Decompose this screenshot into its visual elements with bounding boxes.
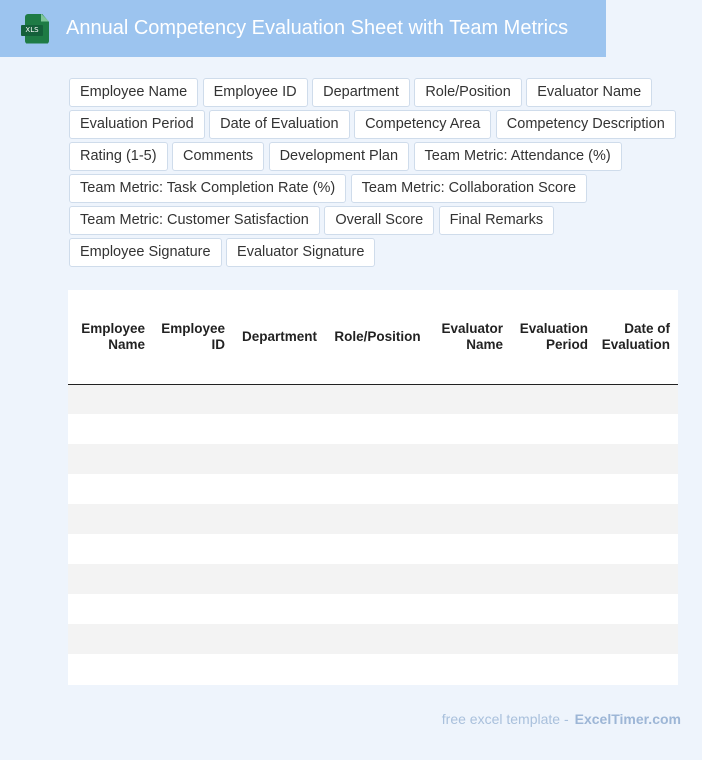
table-cell[interactable] xyxy=(330,504,429,534)
table-cell[interactable] xyxy=(68,624,153,654)
table-row xyxy=(68,654,678,684)
table-cell[interactable] xyxy=(511,594,596,624)
field-tag-evaluation-period: Evaluation Period xyxy=(69,110,205,139)
table-cell[interactable] xyxy=(68,444,153,474)
table-row xyxy=(68,504,678,534)
table-cell[interactable] xyxy=(68,414,153,444)
table-cell[interactable] xyxy=(511,384,596,414)
field-tag-comments: Comments xyxy=(172,142,264,171)
column-header-role-position: Role/Position xyxy=(330,290,429,384)
field-tag-role-position: Role/Position xyxy=(414,78,521,107)
table-cell[interactable] xyxy=(233,384,330,414)
table-row xyxy=(68,444,678,474)
column-header-evaluation-period: Evaluation Period xyxy=(511,290,596,384)
table-row xyxy=(68,624,678,654)
table-cell[interactable] xyxy=(511,444,596,474)
footer-text: free excel template - xyxy=(441,711,569,727)
table-row xyxy=(68,474,678,504)
field-tag-evaluator-signature: Evaluator Signature xyxy=(226,238,375,267)
table-cell[interactable] xyxy=(511,654,596,684)
table-row xyxy=(68,534,678,564)
table-cell[interactable] xyxy=(596,444,678,474)
table-cell[interactable] xyxy=(233,534,330,564)
table-cell[interactable] xyxy=(596,624,678,654)
table-cell[interactable] xyxy=(429,624,511,654)
table-cell[interactable] xyxy=(596,414,678,444)
table-cell[interactable] xyxy=(511,474,596,504)
column-header-department: Department xyxy=(233,290,330,384)
xls-icon-label: XLS xyxy=(21,25,43,36)
table-cell[interactable] xyxy=(233,444,330,474)
field-tag-competency-description: Competency Description xyxy=(496,110,676,139)
table-cell[interactable] xyxy=(153,534,233,564)
table-cell[interactable] xyxy=(429,654,511,684)
table-cell[interactable] xyxy=(429,384,511,414)
column-header-employee-id: Employee ID xyxy=(153,290,233,384)
table-cell[interactable] xyxy=(330,654,429,684)
field-tag-attendance: Team Metric: Attendance (%) xyxy=(414,142,622,171)
table-cell[interactable] xyxy=(511,564,596,594)
field-tag-collaboration-score: Team Metric: Collaboration Score xyxy=(351,174,587,203)
field-tag-overall-score: Overall Score xyxy=(324,206,434,235)
table-row xyxy=(68,594,678,624)
column-header-evaluator-name: Evaluator Name xyxy=(429,290,511,384)
column-header-employee-name: Employee Name xyxy=(68,290,153,384)
table-cell[interactable] xyxy=(233,474,330,504)
table-cell[interactable] xyxy=(330,594,429,624)
table-cell[interactable] xyxy=(429,534,511,564)
table-cell[interactable] xyxy=(153,624,233,654)
table-header-row xyxy=(68,290,678,384)
table-cell[interactable] xyxy=(68,384,153,414)
evaluation-table xyxy=(68,290,678,685)
table-cell[interactable] xyxy=(233,504,330,534)
table-cell[interactable] xyxy=(511,624,596,654)
field-tag-employee-name: Employee Name xyxy=(69,78,198,107)
table-cell[interactable] xyxy=(596,594,678,624)
table-cell[interactable] xyxy=(233,654,330,684)
table-cell[interactable] xyxy=(68,474,153,504)
table-cell[interactable] xyxy=(330,564,429,594)
footer-credit xyxy=(442,711,681,727)
table-cell[interactable] xyxy=(596,384,678,414)
table-cell[interactable] xyxy=(153,504,233,534)
footer-brand-link[interactable]: ExcelTimer.com xyxy=(574,711,681,727)
field-tag-employee-signature: Employee Signature xyxy=(69,238,222,267)
table-cell[interactable] xyxy=(153,594,233,624)
table-cell[interactable] xyxy=(153,384,233,414)
field-tag-rating: Rating (1-5) xyxy=(69,142,168,171)
table-cell[interactable] xyxy=(68,534,153,564)
table-cell[interactable] xyxy=(596,564,678,594)
table-row xyxy=(68,414,678,444)
table-cell[interactable] xyxy=(153,474,233,504)
table-cell[interactable] xyxy=(153,564,233,594)
table-cell[interactable] xyxy=(153,414,233,444)
table-cell[interactable] xyxy=(68,654,153,684)
column-header-date-of-evaluation: Date of Evaluation xyxy=(596,290,678,384)
field-tag-final-remarks: Final Remarks xyxy=(439,206,554,235)
table-row xyxy=(68,564,678,594)
table-body xyxy=(68,384,678,684)
table-cell[interactable] xyxy=(153,654,233,684)
table-cell[interactable] xyxy=(429,444,511,474)
table-cell[interactable] xyxy=(596,474,678,504)
table-cell[interactable] xyxy=(330,624,429,654)
table-cell[interactable] xyxy=(429,564,511,594)
field-tag-evaluator-name: Evaluator Name xyxy=(526,78,652,107)
field-tag-customer-satisfaction: Team Metric: Customer Satisfaction xyxy=(69,206,320,235)
table-cell[interactable] xyxy=(596,654,678,684)
page-title: Annual Competency Evaluation Sheet with Team Metrics xyxy=(66,17,569,39)
field-tag-department: Department xyxy=(312,78,410,107)
field-tag-competency-area: Competency Area xyxy=(354,110,491,139)
field-tag-date-of-evaluation: Date of Evaluation xyxy=(209,110,350,139)
table-cell[interactable] xyxy=(429,414,511,444)
table-cell[interactable] xyxy=(429,594,511,624)
field-tag-employee-id: Employee ID xyxy=(203,78,308,107)
table-cell[interactable] xyxy=(233,414,330,444)
table-cell[interactable] xyxy=(68,504,153,534)
table-cell[interactable] xyxy=(233,594,330,624)
table-cell[interactable] xyxy=(68,564,153,594)
table-cell[interactable] xyxy=(233,564,330,594)
table-cell[interactable] xyxy=(511,414,596,444)
field-list xyxy=(69,78,689,270)
table-cell[interactable] xyxy=(330,474,429,504)
xls-file-icon xyxy=(21,14,49,44)
table-cell[interactable] xyxy=(68,594,153,624)
field-tag-task-completion-rate: Team Metric: Task Completion Rate (%) xyxy=(69,174,346,203)
table-row xyxy=(68,384,678,414)
table-cell[interactable] xyxy=(233,624,330,654)
table-cell[interactable] xyxy=(429,474,511,504)
table-cell[interactable] xyxy=(330,444,429,474)
table-cell[interactable] xyxy=(429,504,511,534)
table-cell[interactable] xyxy=(330,414,429,444)
table-cell[interactable] xyxy=(596,504,678,534)
table-cell[interactable] xyxy=(153,444,233,474)
table-cell[interactable] xyxy=(330,534,429,564)
table-cell[interactable] xyxy=(596,534,678,564)
table-cell[interactable] xyxy=(511,504,596,534)
field-tag-development-plan: Development Plan xyxy=(269,142,410,171)
header-bar xyxy=(0,0,606,57)
table-cell[interactable] xyxy=(511,534,596,564)
table-cell[interactable] xyxy=(330,384,429,414)
